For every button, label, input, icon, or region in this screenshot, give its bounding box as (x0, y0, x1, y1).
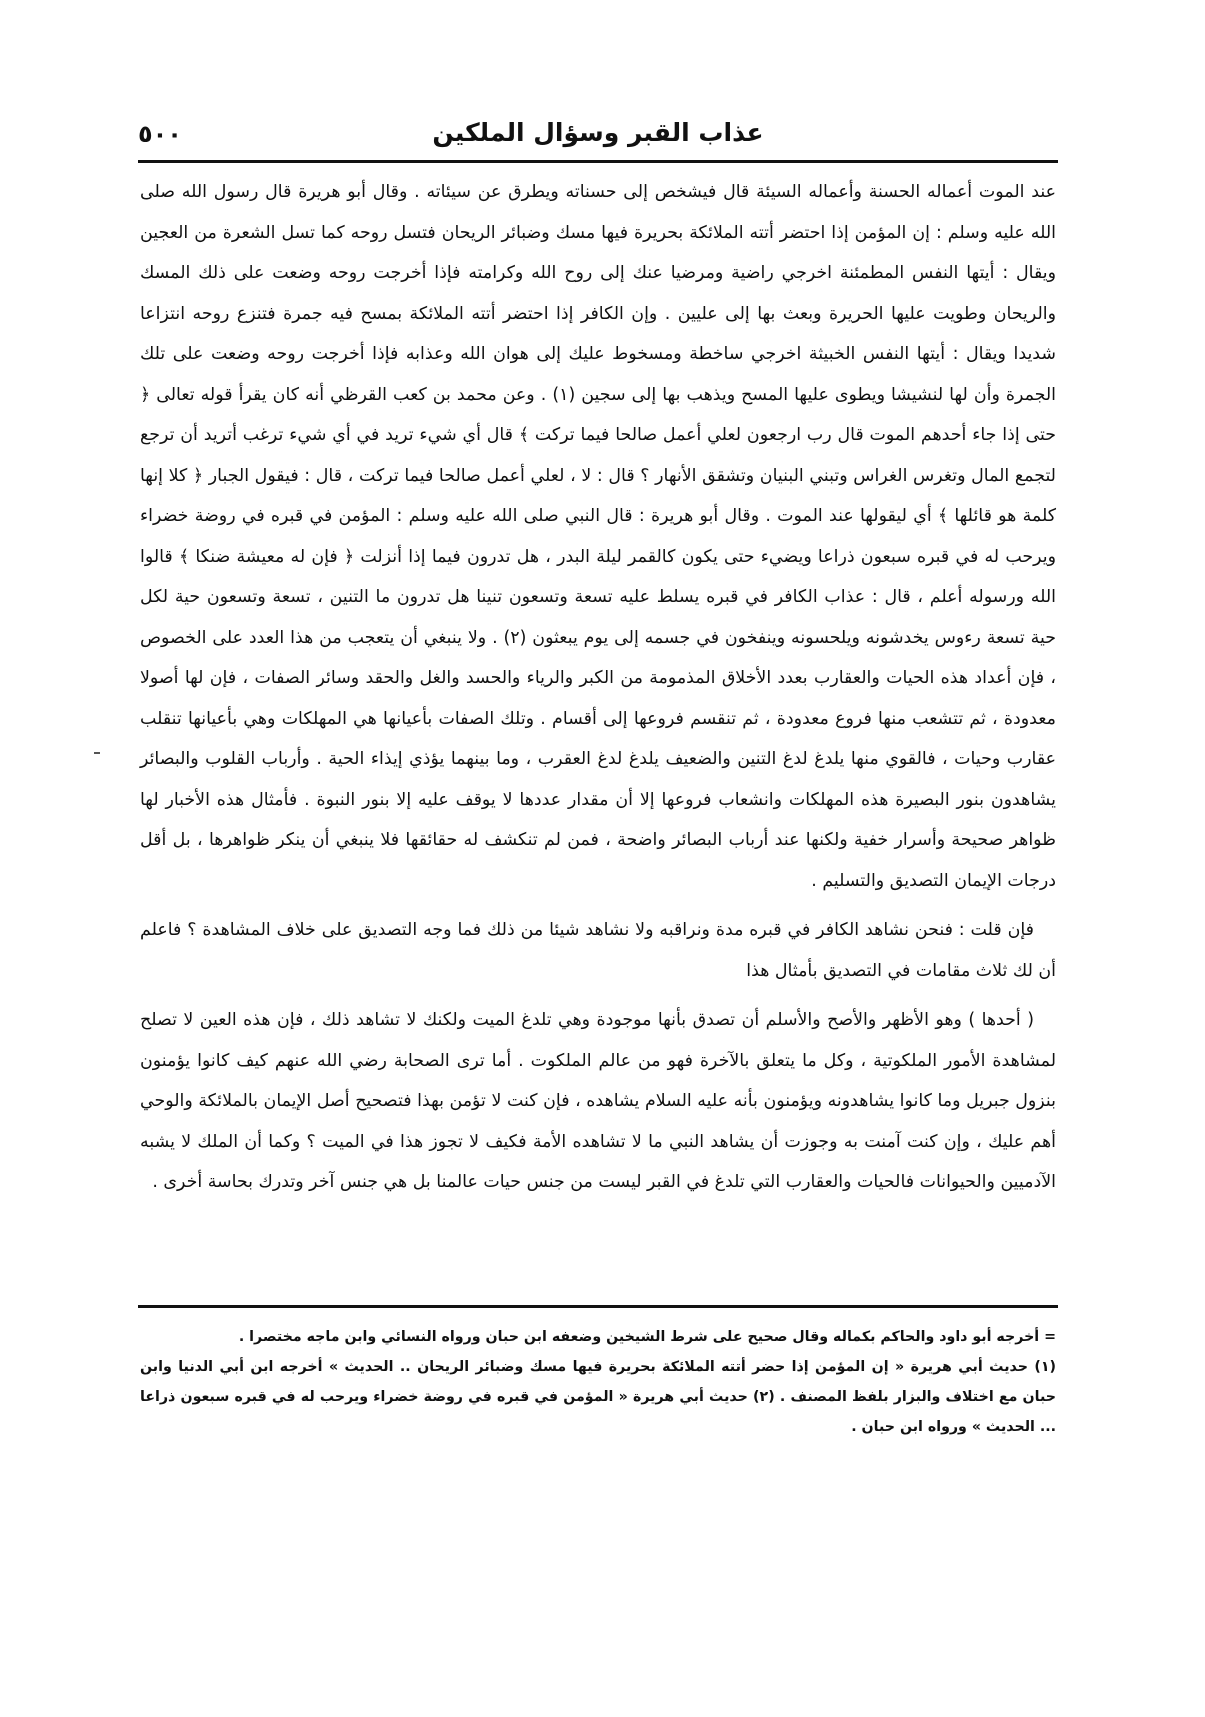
paragraph-1: عند الموت أعماله الحسنة وأعماله السيئة قال فيشخص إلى حسناته ويطرق عن سيئاته . وقال أبو هريرة قال رسول الله صلى الله عليه وسلم : إن المؤمن إذا احتضر أتته الملائكة بحريرة فيها مسك وضبائر الريحان فتسل روحه كما تسل الشعرة من العجين ويقال : أيتها النفس المطمئنة اخرجي راضية ومرضيا عنك إلى روح الله وكرامته فإذا أخرجت روحه وضعت على ذلك المسك والريحان وطويت عليها الحريرة وبعث بها إلى عليين . وإن الكافر إذا احتضر أتته الملائكة بمسح فيه جمرة فتنزع روحه انتزاعا شديدا ويقال : أيتها النفس الخبيثة اخرجي ساخطة ومسخوط عليك إلى هوان الله وعذابه فإذا أخرجت روحه وضعت على تلك الجمرة وأن لها لنشيشا ويطوى عليها المسح ويذهب بها إلى سجين (١) . وعن محمد بن كعب القرظي أنه كان يقرأ قوله تعالى ﴿ حتى إذا جاء أحدهم الموت قال رب ارجعون لعلي أعمل صالحا فيما تركت ﴾ قال أي شيء تريد في أي شيء ترغب أتريد أن ترجع لتجمع المال وتغرس الغراس وتبني البنيان وتشقق الأنهار ؟ قال : لا ، لعلي أعمل صالحا فيما تركت ، قال : فيقول الجبار ﴿ كلا إنها كلمة هو قائلها ﴾ أي ليقولها عند الموت . وقال أبو هريرة : قال النبي صلى الله عليه وسلم : المؤمن في قبره في روضة خضراء ويرحب له في قبره سبعون ذراعا ويضيء حتى يكون كالقمر ليلة البدر ، هل تدرون فيما إذا أنزلت ﴿ فإن له معيشة ضنكا ﴾ قالوا الله ورسوله أعلم ، قال : عذاب الكافر في قبره يسلط عليه تسعة وتسعون تنينا هل تدرون ما التنين ، تسعة وتسعون حية لكل حية تسعة رءوس يخدشونه ويلحسونه وينفخون في جسمه إلى يوم يبعثون (٢) . ولا ينبغي أن يتعجب من هذا العدد على الخصوص ، فإن أعداد هذه الحيات والعقارب بعدد الأخلاق المذمومة من الكبر والرياء والحسد والغل والحقد وسائر الصفات ، فإن لها أصولا معدودة ، ثم تتشعب منها فروع معدودة ، ثم تنقسم فروعها إلى أقسام . وتلك الصفات بأعيانها هي المهلكات وهي بأعيانها تنقلب عقارب وحيات ، فالقوي منها يلدغ لدغ التنين والضعيف يلدغ لدغ العقرب ، وما بينهما يؤذي إيذاء الحية . وأرباب القلوب والبصائر يشاهدون بنور البصيرة هذه المهلكات وانشعاب فروعها إلا أن مقدار عددها لا يوقف عليه إلا بنور النبوة . فأمثال هذه الأخبار لها ظواهر صحيحة وأسرار خفية ولكنها عند أرباب البصائر واضحة ، فمن لم تنكشف له حقائقها فلا ينبغي أن ينكر ظواهرها ، بل أقل درجات الإيمان التصديق والتسليم . (140, 182, 1056, 891)
paragraph-3: ( أحدها ) وهو الأظهر والأصح والأسلم أن تصدق بأنها موجودة وهي تلدغ الميت ولكنك لا تشاهد ذلك ، فإن هذه العين لا تصلح لمشاهدة الأمور الملكوتية ، وكل ما يتعلق بالآخرة فهو من عالم الملكوت . أما ترى الصحابة رضي الله عنهم كيف كانوا يؤمنون بنزول جبريل وما كانوا يشاهدونه ويؤمنون بأنه عليه السلام يشاهده ، فإن كنت لا تؤمن بهذا فتصحيح أصل الإيمان بالملائكة والوحي أهم عليك ، وإن كنت آمنت به وجوزت أن يشاهد النبي ما لا تشاهده الأمة فكيف لا تجوز هذا في الميت ؟ وكما أن الملك لا يشبه الآدميين والحيوانات فالحيات والعقارب التي تلدغ في القبر ليست من جنس حيات عالمنا بل هي جنس آخر وتدرك بحاسة أخرى . (140, 1010, 1056, 1192)
footnotes (140, 1322, 1056, 1442)
margin-mark (94, 752, 100, 754)
footnote-rule (138, 1305, 1058, 1308)
header-rule (138, 160, 1058, 163)
page-number: ٥٠٠ (138, 120, 182, 148)
paragraph-2: فإن قلت : فنحن نشاهد الكافر في قبره مدة ونراقبه ولا نشاهد شيئا من ذلك فما وجه التصديق على خلاف المشاهدة ؟ فاعلم أن لك ثلاث مقامات في التصديق بأمثال هذا (140, 920, 1056, 981)
footnote-entries: (١) حديث أبي هريرة « إن المؤمن إذا حضر أتته الملائكة بحريرة فيها مسك وضبائر الريحان .. الحديث » أخرجه ابن أبي الدنيا وابن حبان مع اختلاف والبزار بلفظ المصنف . (٢) حديث أبي هريرة « المؤمن في قبره في روضة خضراء ويرحب له في قبره سبعون ذراعا ... الحديث » ورواه ابن حبان . (140, 1359, 1056, 1435)
footnote-continuation: = أخرجه أبو داود والحاكم بكماله وقال صحيح على شرط الشيخين وضعفه ابن حبان ورواه النسائي وابن ماجه مختصرا . (238, 1329, 1056, 1345)
main-text (140, 172, 1056, 1203)
running-header (138, 112, 1058, 156)
chapter-title: عذاب القبر وسؤال الملكين (432, 118, 764, 147)
